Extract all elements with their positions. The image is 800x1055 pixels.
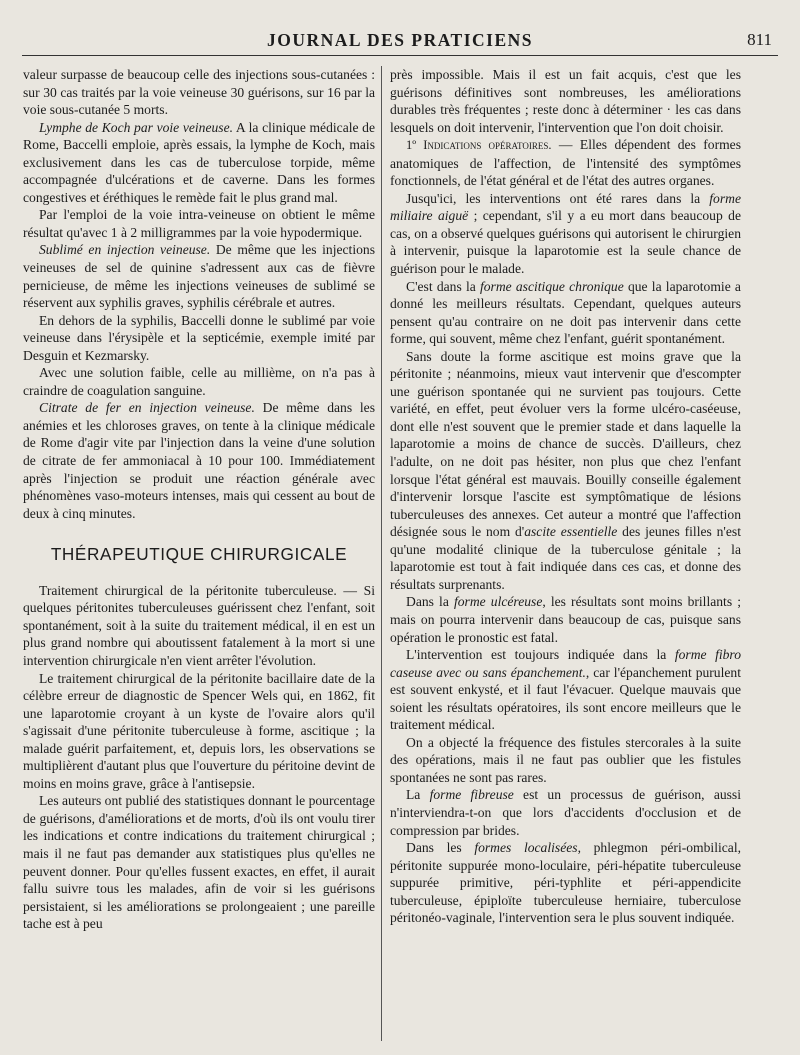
paragraph: Dans les formes localisées, phlegmon péri-ombilical, péritonite suppurée mono-loculaire, péri-hépatite tuberculeuse suppurée primitive, péri-typhlite et péri-appendicite tuberculeuse, épiploïte tuberculeuse herniaire, tuberculose péritonéo-vaginale, l'intervention sera le plus souvent indiquée.: [390, 840, 741, 926]
paragraph-title: Lymphe de Koch par voie veineuse.: [39, 119, 234, 135]
paragraph: près impossible. Mais il est un fait acquis, c'est que les guérisons définitives sont nombreuses, les améliorations durables très fréquentes ; reste donc à déterminer · les cas dans lesquels on doit intervenir, l'intervention que l'on doit choisir.: [390, 67, 741, 135]
header-rule: [22, 55, 778, 56]
paragraph: 1º Indications opératoires. — Elles dépendent des formes anatomiques de l'affection, de l'intensité des symptômes fonctionnels, de l'état général et de l'état des autres organes.: [390, 137, 742, 189]
paragraph: Dans la forme ulcéreuse, les résultats sont moins brillants ; mais on pourra intervenir dans beaucoup de cas, puisque sans opération le pronostic est fatal.: [390, 594, 741, 645]
paragraph-lead: 1º Indications opératoires.: [406, 138, 552, 153]
paragraph: Avec une solution faible, celle au millième, on n'a pas à craindre de coagulation sanguine.: [23, 365, 375, 398]
paragraph: Citrate de fer en injection veineuse. De même dans les anémies et les chloroses graves, on tente à la clinique médicale de Rome d'agir vite par l'injection dans la veine d'une solution de citrate de fer ammoniacal à 10 pour 100. Immédiatement après l'injection se produit une réaction générale avec phénomènes vaso-moteurs intenses, mais qui cessent au bout de deux à cinq minutes.: [23, 400, 375, 521]
journal-title: JOURNAL DES PRATICIENS: [266, 30, 534, 50]
paragraph: Traitement chirurgical de la péritonite tuberculeuse. — Si quelques péritonites tuberculeuses guérissent chez l'enfant, soit spontanément, soit à la suite du traitement médical, il en est un plus grand nombre qui aboutissent fatalement à la mort si une intervention chirurgicale n'en vient arrêter l'évolution.: [23, 582, 375, 668]
paragraph: Sans doute la forme ascitique est moins grave que la péritonite ; néanmoins, mieux vaut intervenir que d'escompter une guérison spontanée qui ne survient pas toujours. Cette variété, en effet, peut évoluer vers la forme ulcéro-caséeuse, dont elle n'est souvent que le premier stade et dans laquelle la laparotomie a moins de chance de succès. D'ailleurs, chez l'adulte, on ne doit pas hésiter, non plus que chez l'enfant lorsque l'état général est mauvais. Bouilly conseille également d'intervenir lorsque l'ascite est symptômatique de lésions tuberculeuses des annexes. Cet auteur a montré que l'affection désignée sous le nom d'ascite essentielle des jeunes filles n'est qu'une modalité clinique de la tuberculose génitale ; la laparotomie est tout à fait indiquée dans ces cas, et donne des résultats surprenants.: [390, 348, 741, 592]
paragraph: Par l'emploi de la voie intra-veineuse on obtient le même résultat qu'avec 1 à 2 milligrammes par la voie hypodermique.: [23, 207, 375, 240]
paragraph: Sublimé en injection veineuse. De même que les injections veineuses de sel de quinine s'adressent aux cas de fièvre pernicieuse, de même les injections veineuses de sublimé se réservent aux syphilis graves, syphilis cérébrale et autres.: [23, 242, 375, 311]
right-column: [390, 66, 741, 927]
section-heading: THÉRAPEUTIQUE CHIRURGICALE: [50, 544, 348, 565]
paragraph: C'est dans la forme ascitique chronique que la laparotomie a donné les meilleurs résultats. Cependant, quelques auteurs pensent qu'au contraire on ne doit pas intervenir dans cette forme, qui souvent, même chez l'enfant, guérit spontanément.: [390, 278, 741, 347]
paragraph: On a objecté la fréquence des fistules stercorales à la suite des opérations, mais il ne faut pas oublier que les fistules spontanées ne sont pas rares.: [390, 734, 741, 785]
paragraph: Le traitement chirurgical de la péritonite bacillaire date de la célèbre erreur de diagnostic de Spencer Wels qui, en 1862, fit une laparotomie croyant à un kyste de l'ovaire alors qu'il s'agissait d'une péritonite tuberculeuse à forme, ascitique ; la malade guérit parfaitement, et, depuis lors, les observations se multiplièrent d'autant plus que l'ouverture du péritoine devint de moins en moins grave, grâce à l'antisepsie.: [23, 670, 375, 791]
paragraph: L'intervention est toujours indiquée dans la forme fibro caseuse avec ou sans épanchement., car l'épanchement purulent est souvent enkysté, et il faut l'évacuer. Quelque mauvais que soient les résultats opératoires, ils sont encore meilleurs que le traitement médical.: [390, 647, 742, 733]
paragraph: En dehors de la syphilis, Baccelli donne le sublimé par voie veineuse dans l'érysipèle et la septicémie, exemple imité par Desguin et Kezmarsky.: [23, 312, 375, 363]
left-column: [23, 66, 375, 933]
page-number: 811: [747, 30, 772, 49]
paragraph: Lymphe de Koch par voie veineuse. A la clinique médicale de Rome, Baccelli emploie, après essais, la lymphe de Koch, mais exclusivement dans les cas de tuberculose torpide, même accompagnée d'ulcérations et de caverne. Dans les formes congestives et éréthiques le remède fait le plus grand mal.: [23, 119, 376, 205]
column-divider: [381, 66, 382, 1041]
paragraph: La forme fibreuse est un processus de guérison, aussi n'interviendra-t-on que lors d'accidents d'occlusion et de compression par brides.: [390, 787, 742, 838]
page-header: [0, 20, 800, 60]
paragraph-title: Citrate de fer en injection veineuse.: [39, 400, 255, 416]
paragraph: valeur surpasse de beaucoup celle des injections sous-cutanées : sur 30 cas traités par la voie veineuse 30 guérisons, sur 16 par la voie sous-cutanée 5 morts.: [23, 67, 375, 118]
paragraph: Les auteurs ont publié des statistiques donnant le pourcentage de guérisons, d'améliorations et de morts, d'où ils ont voulu tirer les indications et contre indications du traitement chirurgical ; mais il ne faut pas demander aux statistiques plus qu'elles ne peuvent donner. Pour qu'elles fussent exactes, en effet, il aurait fallu suivre tous les malades, afin de voir si les guérisons persistaient, si les améliorations se prolongeaient ; une pareille tache est à peu: [23, 793, 375, 932]
paragraph: Jusqu'ici, les interventions ont été rares dans la forme miliaire aiguë ; cependant, s'il y a eu mort dans beaucoup de cas, on a observé quelques guérisons qui autorisent le chirurgien à intervenir, puisque la laparotomie est la seule chance de guérison pour le malade.: [390, 190, 741, 277]
paragraph-title: Sublimé en injection veineuse.: [39, 242, 211, 258]
